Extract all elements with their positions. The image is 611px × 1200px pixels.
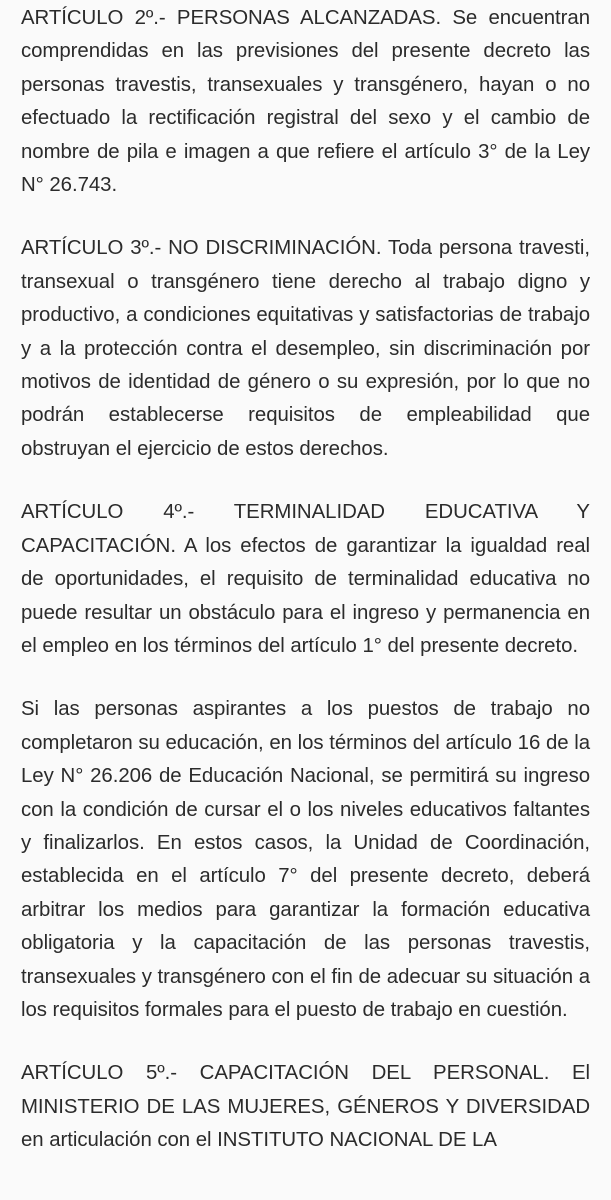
article-3-paragraph: ARTÍCULO 3º.- NO DISCRIMINACIÓN. Toda persona travesti, transexual o transgénero tiene derecho al trabajo digno y productivo, a condiciones equitativas y satisfactorias de trabajo y a la protección contra el desempleo, sin discriminación por motivos de identidad de género o su expresión, por lo que no podrán establecerse requisitos de empleabilidad que obstruyan el ejercicio de estos derechos. (21, 237, 590, 460)
article-5-paragraph: ARTÍCULO 5º.- CAPACITACIÓN DEL PERSONAL. El MINISTERIO DE LAS MUJERES, GÉNEROS Y DIVERSIDAD en articulación con el INSTITUTO NACIONAL DE LA (21, 1062, 590, 1152)
article-4-continuation-paragraph: Si las personas aspirantes a los puestos de trabajo no completaron su educación, en los términos del artículo 16 de la Ley N° 26.206 de Educación Nacional, se permitirá su ingreso con la condición de cursar el o los niveles educativos faltantes y finalizarlos. En estos casos, la Unidad de Coordinación, establecida en el artículo 7° del presente decreto, deberá arbitrar los medios para garantizar la formación educativa obligatoria y la capacitación de las personas travestis, transexuales y transgénero con el fin de adecuar su situación a los requisitos formales para el puesto de trabajo en cuestión. (21, 698, 590, 1021)
article-4-paragraph: ARTÍCULO 4º.- TERMINALIDAD EDUCATIVA Y CAPACITACIÓN. A los efectos de garantizar la igualdad real de oportunidades, el requisito de terminalidad educativa no puede resultar un obstáculo para el ingreso y permanencia en el empleo en los términos del artículo 1° del presente decreto. (21, 501, 590, 657)
article-2-paragraph: ARTÍCULO 2º.- PERSONAS ALCANZADAS. Se encuentran comprendidas en las previsiones del presente decreto las personas travestis, transexuales y transgénero, hayan o no efectuado la rectificación registral del sexo y el cambio de nombre de pila e imagen a que refiere el artículo 3° de la Ley N° 26.743. (21, 7, 590, 197)
